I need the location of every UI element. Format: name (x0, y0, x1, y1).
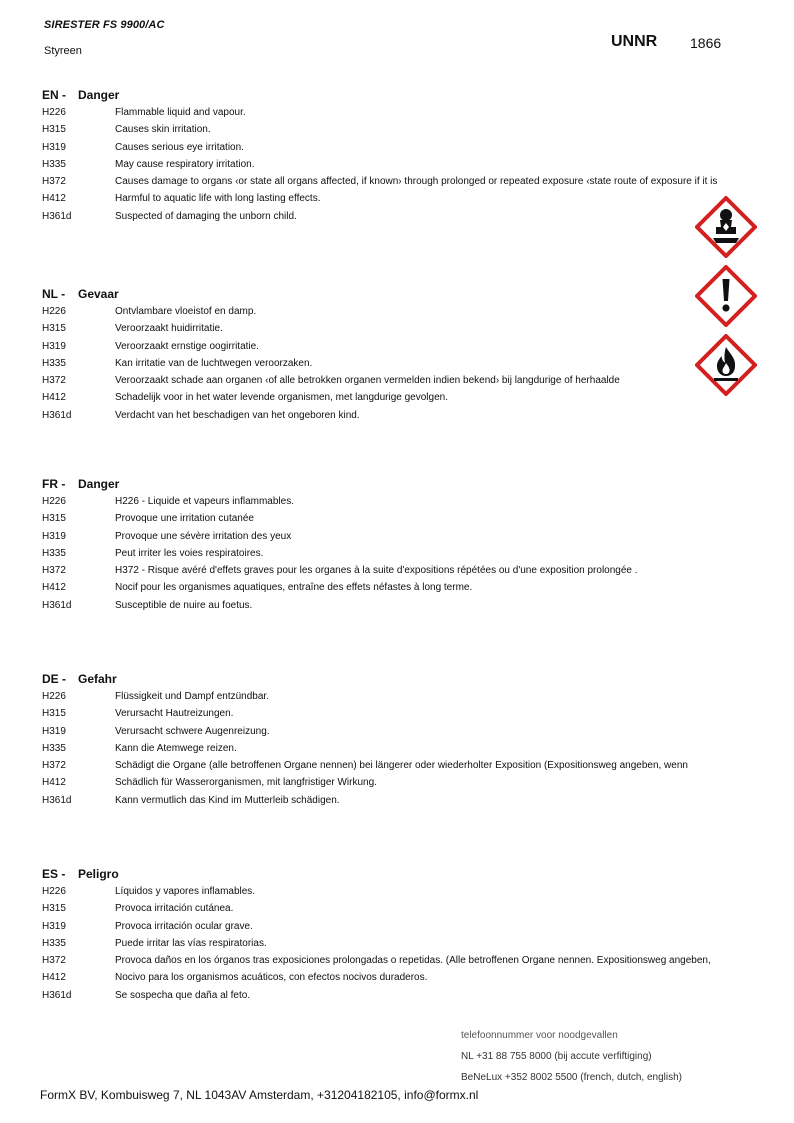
emergency-phone-nl: NL +31 88 755 8000 (bij accute verfiftiging) (461, 1051, 652, 1062)
statement-row (42, 510, 782, 527)
hazard-code: H372 (42, 760, 66, 772)
hazard-code: H412 (42, 777, 66, 789)
statement-row (42, 338, 782, 355)
hazard-code: H319 (42, 725, 66, 737)
hazard-code: H372 (42, 176, 66, 188)
hazard-text: Provoca irritación ocular grave. (115, 920, 253, 932)
statement-row (42, 173, 782, 190)
hazard-code: H412 (42, 582, 66, 594)
section-en (42, 88, 782, 225)
hazard-text: Schädlich für Wasserorganismen, mit langfristiger Wirkung. (115, 777, 377, 789)
hazard-text: Harmful to aquatic life with long lasting effects. (115, 193, 321, 205)
hazard-code: H361d (42, 409, 72, 421)
product-name: SIRESTER FS 9900/AC (44, 19, 165, 31)
hazard-text: Provoque une irritation cutanée (115, 513, 254, 525)
hazard-code: H361d (42, 599, 72, 611)
emergency-phone-benelux: BeNeLux +352 8002 5500 (french, dutch, english) (461, 1072, 682, 1083)
statement-row (42, 952, 782, 969)
hazard-text: Causes damage to organs ‹or state all organs affected, if known› through prolonged or repeated exposure ‹state route of exposure if it is (115, 176, 718, 188)
hazard-code: H361d (42, 794, 72, 806)
statement-row (42, 792, 782, 809)
section-heading (42, 867, 782, 883)
statement-row (42, 121, 782, 138)
hazard-text: H226 - Liquide et vapeurs inflammables. (115, 496, 294, 507)
flame-icon (695, 334, 757, 396)
hazard-text: H372 - Risque avéré d'effets graves pour les organes à la suite d'expositions répétées ou d'une exposition prolongée . (115, 565, 638, 577)
hazard-code: H372 (42, 955, 66, 967)
hazard-text: Provoque une sévère irritation des yeux (115, 530, 292, 542)
hazard-code: H315 (42, 903, 66, 915)
language-code: NL - (42, 287, 66, 301)
hazard-code: H315 (42, 513, 66, 525)
hazard-text: Peut irriter les voies respiratoires. (115, 547, 264, 559)
hazard-text: Puede irritar las vías respiratorias. (115, 937, 267, 949)
section-heading (42, 477, 782, 493)
hazard-text: Verursacht Hautreizungen. (115, 708, 234, 720)
hazard-text: Kann die Atemwege reizen. (115, 742, 237, 754)
hazard-code: H372 (42, 375, 66, 387)
statement-row (42, 493, 782, 510)
hazard-code: H361d (42, 210, 72, 222)
hazard-code: H226 (42, 691, 66, 702)
hazard-text: Flüssigkeit und Dampf entzündbar. (115, 691, 269, 702)
hazard-text: Causes skin irritation. (115, 124, 211, 136)
signal-word: Danger (78, 88, 120, 102)
section-heading (42, 88, 782, 104)
hazard-text: May cause respiratory irritation. (115, 158, 255, 170)
section-heading (42, 287, 782, 303)
statement-row (42, 723, 782, 740)
statement-row (42, 545, 782, 562)
hazard-code: H372 (42, 565, 66, 577)
unnr-label: UNNR (611, 33, 658, 50)
statement-row (42, 208, 782, 225)
hazard-code: H315 (42, 708, 66, 720)
hazard-text: Líquidos y vapores inflamables. (115, 886, 256, 897)
hazard-text: Se sospecha que daña al feto. (115, 989, 251, 1001)
hazard-code: H335 (42, 357, 66, 369)
hazard-code: H226 (42, 306, 66, 317)
hazard-text: Causes serious eye irritation. (115, 141, 244, 153)
language-code: EN - (42, 88, 66, 102)
statement-row (42, 688, 782, 705)
company-address: FormX BV, Kombuisweg 7, NL 1043AV Amsterdam, +31204182105, info@formx.nl (40, 1088, 479, 1102)
statement-row (42, 705, 782, 722)
hazard-code: H319 (42, 141, 66, 153)
signal-word: Peligro (78, 867, 119, 881)
hazard-text: Veroorzaakt schade aan organen ‹of alle betrokken organen vermelden indien bekend› bij langdurige of herhaalde (115, 375, 620, 387)
statement-row (42, 597, 782, 614)
statement-row (42, 969, 782, 986)
statement-row (42, 528, 782, 545)
statement-row (42, 774, 782, 791)
hazard-code: H412 (42, 972, 66, 984)
statement-row (42, 139, 782, 156)
language-code: DE - (42, 672, 66, 686)
emergency-title: telefoonnummer voor noodgevallen (461, 1030, 618, 1041)
statement-row (42, 579, 782, 596)
language-code: ES - (42, 867, 66, 881)
exclamation-mark-icon (695, 265, 757, 327)
language-code: FR - (42, 477, 66, 491)
section-heading (42, 672, 782, 688)
statement-row (42, 190, 782, 207)
hazard-text: Nocif pour les organismes aquatiques, entraîne des effets néfastes à long terme. (115, 582, 473, 594)
statement-row (42, 320, 782, 337)
statement-row (42, 355, 782, 372)
statement-row (42, 757, 782, 774)
hazard-text: Veroorzaakt huidirritatie. (115, 323, 223, 335)
hazard-code: H319 (42, 340, 66, 352)
section-de (42, 672, 782, 809)
statement-row (42, 562, 782, 579)
statement-row (42, 372, 782, 389)
signal-word: Danger (78, 477, 120, 491)
statement-row (42, 303, 782, 320)
unnr-value: 1866 (690, 35, 722, 51)
hazard-text: Verursacht schwere Augenreizung. (115, 725, 270, 737)
signal-word: Gefahr (78, 672, 117, 686)
hazard-code: H226 (42, 496, 66, 507)
statement-row (42, 104, 782, 121)
health-hazard-icon (695, 196, 757, 258)
substance-name: Styreen (44, 45, 82, 57)
hazard-text: Provoca daños en los órganos tras exposiciones prolongadas o repetidas. (Alle betroffenen Organe nennen. Expositionsweg angeben, (115, 955, 711, 967)
hazard-text: Susceptible de nuire au foetus. (115, 599, 253, 611)
hazard-text: Veroorzaakt ernstige oogirritatie. (115, 340, 259, 352)
hazard-code: H335 (42, 547, 66, 559)
section-nl (42, 287, 782, 424)
hazard-code: H315 (42, 323, 66, 335)
hazard-code: H226 (42, 107, 66, 118)
hazard-text: Verdacht van het beschadigen van het ongeboren kind. (115, 409, 360, 421)
hazard-code: H335 (42, 742, 66, 754)
statement-row (42, 987, 782, 1004)
hazard-code: H226 (42, 886, 66, 897)
hazard-text: Suspected of damaging the unborn child. (115, 210, 297, 222)
hazard-text: Schadelijk voor in het water levende organismen, met langdurige gevolgen. (115, 392, 448, 404)
hazard-code: H412 (42, 193, 66, 205)
statement-row (42, 900, 782, 917)
hazard-text: Kan irritatie van de luchtwegen veroorzaken. (115, 357, 313, 369)
hazard-code: H335 (42, 158, 66, 170)
hazard-code: H315 (42, 124, 66, 136)
section-es (42, 867, 782, 1004)
statement-row (42, 389, 782, 406)
statement-row (42, 918, 782, 935)
statement-row (42, 156, 782, 173)
hazard-text: Nocivo para los organismos acuáticos, con efectos nocivos duraderos. (115, 972, 428, 984)
hazard-text: Provoca irritación cutánea. (115, 903, 234, 915)
hazard-text: Schädigt die Organe (alle betroffenen Organe nennen) bei längerer oder wiederholter Exposition (Expositionsweg angeben, wenn (115, 760, 688, 772)
statement-row (42, 935, 782, 952)
section-fr (42, 477, 782, 614)
hazard-text: Kann vermutlich das Kind im Mutterleib schädigen. (115, 794, 340, 806)
hazard-text: Flammable liquid and vapour. (115, 107, 246, 118)
statement-row (42, 883, 782, 900)
hazard-code: H361d (42, 989, 72, 1001)
signal-word: Gevaar (78, 287, 119, 301)
statement-row (42, 740, 782, 757)
hazard-code: H319 (42, 530, 66, 542)
statement-row (42, 407, 782, 424)
hazard-text: Ontvlambare vloeistof en damp. (115, 306, 257, 317)
hazard-code: H335 (42, 937, 66, 949)
hazard-code: H412 (42, 392, 66, 404)
hazard-code: H319 (42, 920, 66, 932)
